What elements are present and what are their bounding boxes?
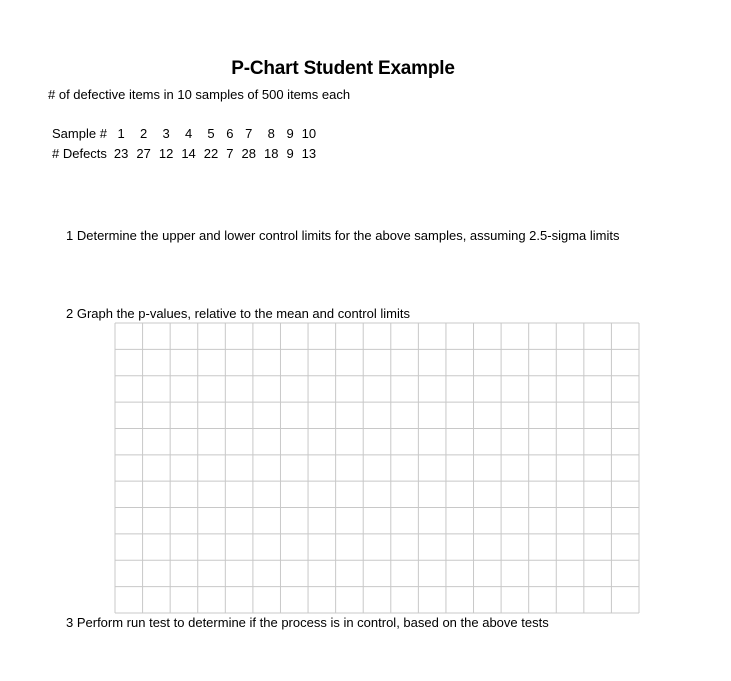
page-title: P-Chart Student Example <box>231 58 455 79</box>
sample-number-cell: 7 <box>245 126 253 141</box>
defects-cell: 23 <box>113 146 129 161</box>
defects-cell: 18 <box>263 146 279 161</box>
sample-number-cell: 6 <box>226 126 234 141</box>
graph-paper-grid <box>114 322 640 614</box>
sample-number-cell: 3 <box>162 126 170 141</box>
sample-number-row <box>52 124 320 144</box>
defects-cell: 7 <box>226 146 234 161</box>
samples-table <box>52 124 320 164</box>
defects-cell: 28 <box>241 146 256 161</box>
question-3: 3 Perform run test to determine if the process is in control, based on the above tests <box>66 615 549 630</box>
row-label: # Defects <box>52 146 107 161</box>
defects-row <box>52 144 320 164</box>
defects-cell: 13 <box>301 146 317 161</box>
sample-number-cell: 9 <box>286 126 294 141</box>
sample-number-cell: 1 <box>117 126 125 141</box>
sample-number-cell: 4 <box>184 126 193 141</box>
subtitle: # of defective items in 10 samples of 500 items each <box>48 87 351 102</box>
defects-cell: 9 <box>286 146 294 161</box>
question-2: 2 Graph the p-values, relative to the mean and control limits <box>66 306 410 321</box>
sample-number-cell: 10 <box>301 126 317 141</box>
defects-cell: 22 <box>203 146 219 161</box>
row-label: Sample # <box>52 126 107 141</box>
defects-cell: 12 <box>158 146 174 161</box>
defects-cell: 27 <box>136 146 151 161</box>
question-1: 1 Determine the upper and lower control limits for the above samples, assuming 2.5-sigma limits <box>66 228 620 243</box>
sample-number-cell: 5 <box>207 126 215 141</box>
sample-number-cell: 2 <box>140 126 148 141</box>
defects-cell: 14 <box>181 146 196 161</box>
sample-number-cell: 8 <box>267 126 275 141</box>
